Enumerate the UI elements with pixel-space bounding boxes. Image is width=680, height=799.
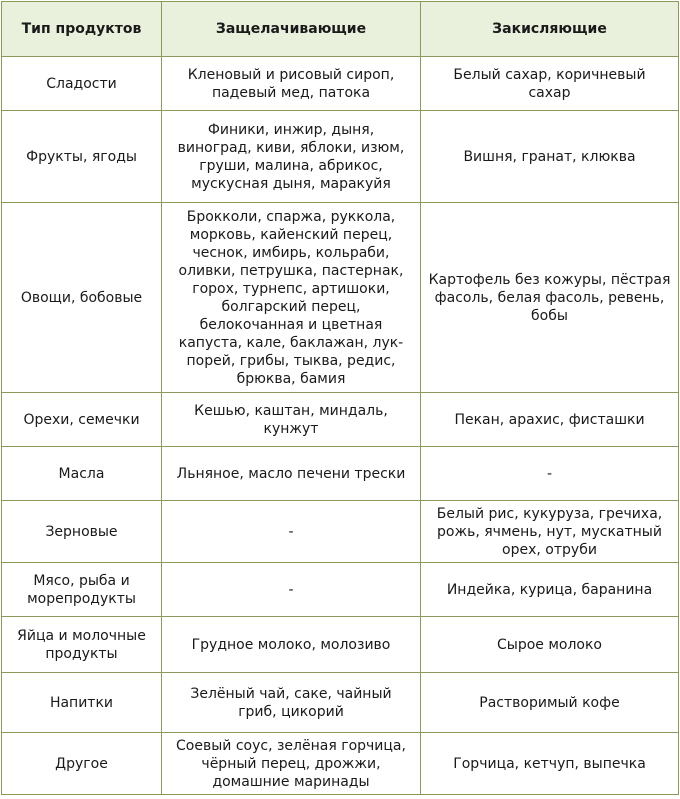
cell-acidic: - (421, 447, 679, 501)
cell-type: Сладости (2, 57, 162, 111)
cell-type: Орехи, семечки (2, 393, 162, 447)
table-row (2, 57, 679, 111)
cell-type: Фрукты, ягоды (2, 111, 162, 203)
food-ph-table (1, 1, 679, 795)
cell-alkaline: Кленовый и рисовый сироп, падевый мед, патока (162, 57, 421, 111)
table-row (2, 447, 679, 501)
cell-alkaline: Зелёный чай, саке, чайный гриб, цикорий (162, 673, 421, 733)
cell-alkaline: - (162, 501, 421, 563)
cell-acidic: Картофель без кожуры, пёстрая фасоль, белая фасоль, ревень, бобы (421, 203, 679, 393)
cell-acidic: Пекан, арахис, фисташки (421, 393, 679, 447)
cell-alkaline: Финики, инжир, дыня, виноград, киви, яблоки, изюм, груши, малина, абрикос, мускусная дыня, маракуйя (162, 111, 421, 203)
cell-acidic: Белый рис, кукуруза, гречиха, рожь, ячмень, нут, мускатный орех, отруби (421, 501, 679, 563)
table-row (2, 617, 679, 673)
cell-type: Другое (2, 733, 162, 795)
cell-alkaline: Кешью, каштан, миндаль, кунжут (162, 393, 421, 447)
cell-alkaline: - (162, 563, 421, 617)
cell-acidic: Сырое молоко (421, 617, 679, 673)
cell-alkaline: Льняное, масло печени трески (162, 447, 421, 501)
table-row (2, 501, 679, 563)
cell-type: Овощи, бобовые (2, 203, 162, 393)
cell-alkaline: Соевый соус, зелёная горчица, чёрный перец, дрожжи, домашние маринады (162, 733, 421, 795)
cell-acidic: Вишня, гранат, клюква (421, 111, 679, 203)
cell-type: Масла (2, 447, 162, 501)
header-type: Тип продуктов (2, 2, 162, 57)
table-row (2, 393, 679, 447)
cell-acidic: Белый сахар, коричневый сахар (421, 57, 679, 111)
cell-acidic: Горчица, кетчуп, выпечка (421, 733, 679, 795)
table-row (2, 563, 679, 617)
cell-acidic: Индейка, курица, баранина (421, 563, 679, 617)
cell-acidic: Растворимый кофе (421, 673, 679, 733)
table-row (2, 203, 679, 393)
table-row (2, 673, 679, 733)
cell-type: Зерновые (2, 501, 162, 563)
cell-type: Напитки (2, 673, 162, 733)
cell-alkaline: Грудное молоко, молозиво (162, 617, 421, 673)
cell-alkaline: Брокколи, спаржа, руккола, морковь, кайенский перец, чеснок, имбирь, кольраби, оливки, петрушка, пастернак, горох, турнепс, артишоки, болгарский перец, белокочанная и цветная капуста, кале, баклажан, лук- порей, грибы, тыква, редис, брюква, бамия (162, 203, 421, 393)
table-row (2, 111, 679, 203)
header-row (2, 2, 679, 57)
header-acidic: Закисляющие (421, 2, 679, 57)
table-row (2, 733, 679, 795)
cell-type: Мясо, рыба и морепродукты (2, 563, 162, 617)
cell-type: Яйца и молочные продукты (2, 617, 162, 673)
header-alkaline: Защелачивающие (162, 2, 421, 57)
